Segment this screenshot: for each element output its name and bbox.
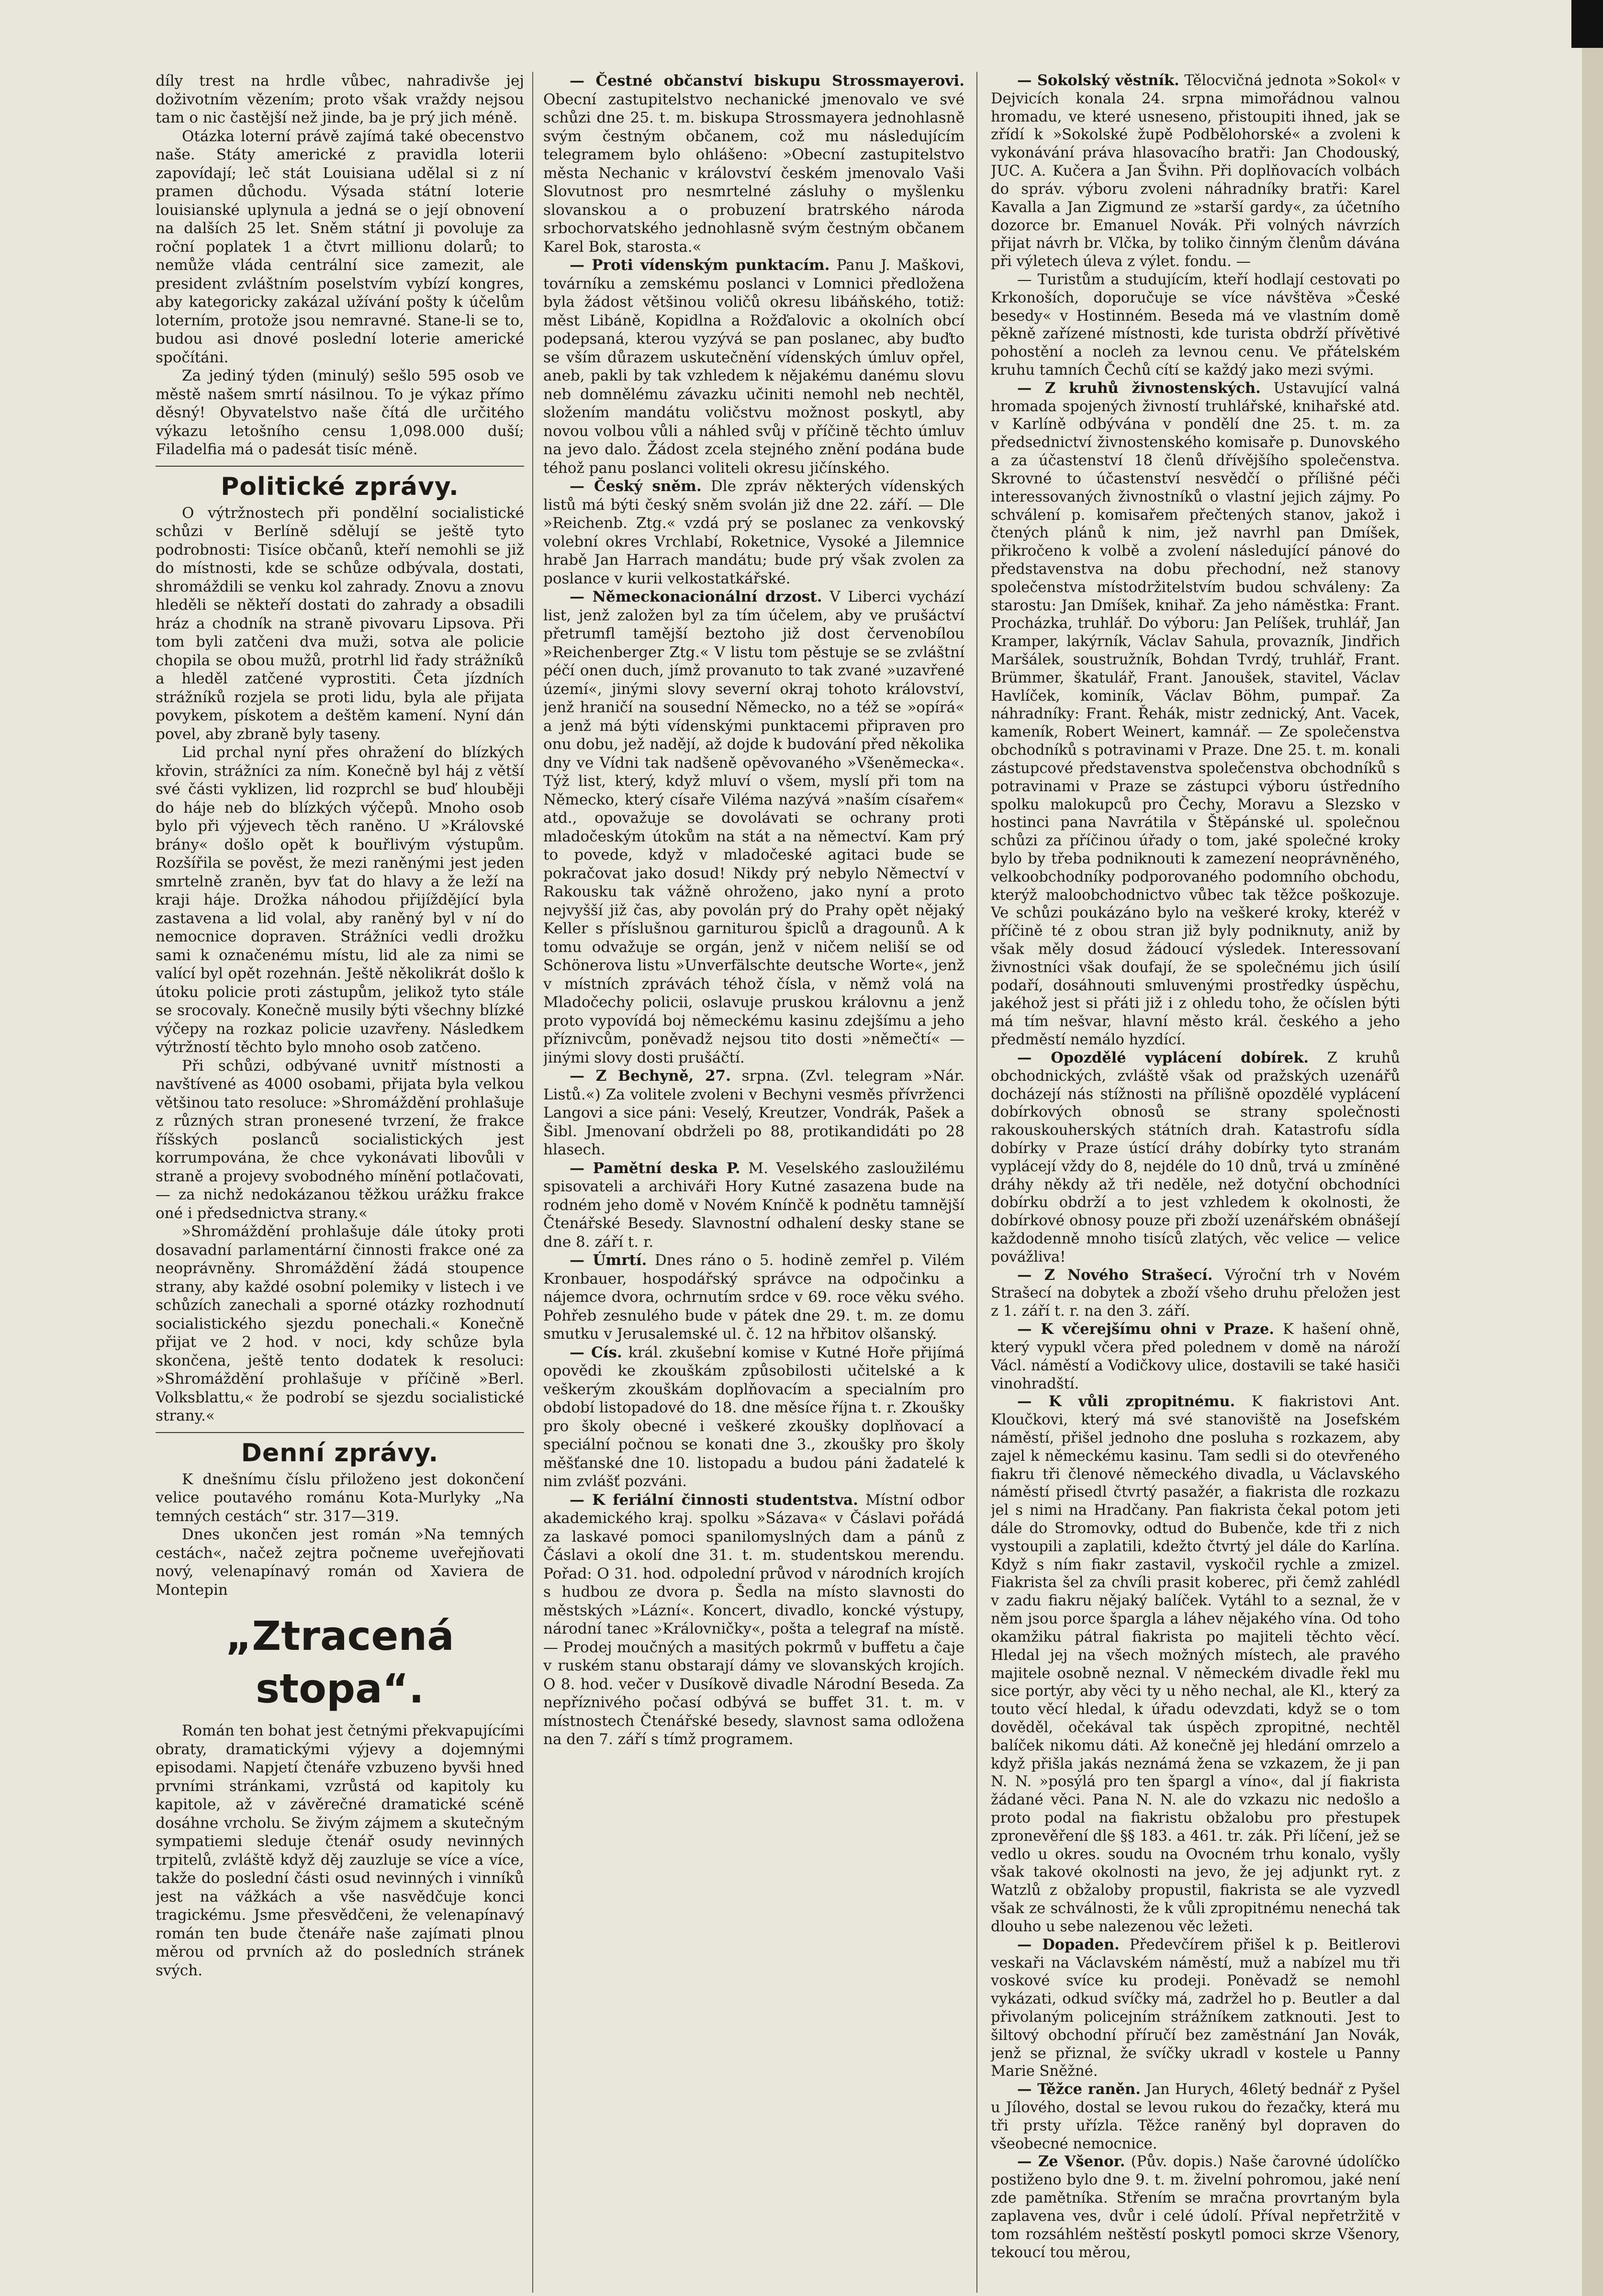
- article-berlin-4: »Shromáždění prohlašuje dále útoky proti dosavadní parlamentární činnosti frakce oné za neoprávněny. Shromáždění žádá stoupence strany, aby každé osobní polemiky v listech i ve schůzích zanechali a sporné otázky rozhodnutí socialistického sjezdu ponechali.« Konečně přijat ve 2 hod. v noci, kdy schůze byla skončena, ještě tento dodatek k resoluci: »Shromáždění prohlašuje v příčině »Berl. Volksblattu,« že podrobí se sjezdu socialistické strany.«: [156, 1223, 524, 1424]
- notice-supplement: K dnešnímu číslu přiloženo jest dokončení velice poutavého románu Kota-Murlyky „Na temných cestách“ str. 317—319.: [156, 1470, 524, 1525]
- article-deska: — Pamětní deska P. M. Veselského zasloužilému spisovateli a archiváři Hory Kutné zasazena bude na rodném jeho domě v Novém Knínčě k podnětu tamnější Čtenářské Besedy. Slavnostní odhalení desky stane se dne 8. září t. r.: [543, 1159, 964, 1251]
- novel-title: „Ztracená stopa“.: [225, 1613, 454, 1712]
- article-snem: — Český sněm. Dle zpráv některých vídenských listů má býti český sněm svolán již dne 22. září. — Dle »Reichenb. Ztg.« vzdá prý se poslanec za venkovský volební okres Vrchlabí, Roketnice, Vysoké a Jilemnice hrabě Jan Harrach mandátu; bude prý však zvolen za poslance v kurii velkostatkářské.: [543, 478, 964, 587]
- article-komise: — Cís. král. zkušební komise v Kutné Hoře přijímá opovědi ke zkouškám způsobilosti učitelské a k veškerým zkouškám doplňovacím a specialním pro období listopadové do 18. dne měsíce října t. r. Zkoušky pro školy obecné i veškeré zkoušky doplňovací a speciální počnou se konati dne 3., zkoušky pro školy měšťanské dne 10. listopadu a budou páni žadatelé k nim zvlášť pozváni.: [543, 1344, 964, 1490]
- article-drzost: — Německonacionální drzost. V Liberci vychází list, jenž založen byl za tím účelem, aby ve prušáctví přetrumfl tamější beztoho již dost červenobílou »Reichenberger Ztg.« V listu tom pěstuje se se zvláštní péčí onen duch, jímž provanuto to tak zvané »uzavřené území«, jinými slovy severní okraj tohoto království, jenž hraničí na sousední Německo, no a též se »opírá« a jenž má býti vídenskými punktacemi připraven pro onu dobu, jež nadějí, až dojde k budování před několika dny ve Vídni tak nadšeně opěvovaného »Všeněmecka«. Týž list, který, když mluví o všem, myslí při tom na Německo, který císaře Viléma nazývá »naším císařem« atd., opovažuje se dovolávati se ochrany proti mladočeským útokům na stát a na němectví. Kam prý to povede, když v mladočeské agitaci bude se pokračovat jako dosud! Nikdy prý nebylo Němectví v Rakousku tak vážně ohroženo, jako nyní a proto nejvyšší již čas, aby povolán prý do Prahy opět nějaký Keller s příslušnou garniturou špiclů a dragounů. A k tomu odvažuje se orgán, jenž v ničem neliší se od Schönerova listu »Unverfälschte deutsche Worte«, jenž v místních zprávách téhož čísla, v němž volá na Mladočechy policii, oslavuje pruskou královnu a jenž proto vypovídá boj německému kasinu zdejšímu a jeho příznivcům, poněvadž nejsou tito dosti »němečtí« — jinými slovy dosti prušáčtí.: [543, 588, 964, 1066]
- article-turiste: — Turistům a studujícím, kteří hodlají cestovati po Krkonoších, doporučuje se více návštěva »České besedy« v Hostinném. Beseda má ve vlastním domě pěkně zařízené místnosti, kde turista obdrží přívětivé pohostění a nocleh za levnou cenu. Ve přátelském kruhu tamních Čechů cítí se každý jako mezi svými.: [991, 271, 1400, 379]
- article-deaths: Za jediný týden (minulý) sešlo 595 osob ve městě našem smrtí násilnou. To je výkaz přímo děsný! Obyvatelstvo naše čítá dle určitého výkazu letošního censu 1,098.000 duší; Filadelfia má o padesát tisíc méně.: [156, 367, 524, 458]
- article-sokol: — Sokolský věstník. Tělocvičná jednota »Sokol« v Dejvicích konala 24. srpna mimořádnou valnou hromadu, ve které usneseno, přistoupiti ihned, jak se zřídí k »Sokolské župě Podbělohorské« a zvoleni k vykonávání práva hlasovacího bratři: Jan Chodouský, JUC. A. Kučera a Jan Švihn. Při doplňovacích volbách do správ. výboru zvoleni náhradníky bratři: Karel Kavalla a Jan Zigmund ze »starší gardy«, za účetního dozorce br. Emanuel Novák. Při volných návrzích přijat návrh br. Vlčka, by toliko činným členům dávána při výletech úleva z výlet. fondu. —: [991, 72, 1400, 270]
- article-berlin-3: Při schůzi, odbývané uvnitř místnosti a navštívené as 4000 osobami, přijata byla velkou většinou tato resoluce: »Shromáždění prohlašuje z různých stran pronesené tvrzení, že frakce říšských poslanců socialistických jest korrumpována, že chce vykonávati libovůli v straně a projevy svobodného mínění potlačovati, — za nichž nedokázanou těžkou urážku frakce oné i předsednictva strany.«: [156, 1057, 524, 1222]
- column-rule: [532, 72, 533, 2293]
- section-divider: [156, 466, 524, 467]
- column-2: [543, 72, 964, 2283]
- column-rule: [976, 72, 977, 2293]
- article-umrti: — Úmrtí. Dnes ráno o 5. hodině zemřel p. Vilém Kronbauer, hospodářský správce na odpočinku a nájemce dvora, ochrnutím srdce v 69. roce věku svého. Pohřeb zesnulého bude v pátek dne 29. t. m. ze domu smutku v Jerusalemské ul. č. 12 na hřbitov olšanský.: [543, 1252, 964, 1343]
- section-heading-daily: Denní zprávy.: [241, 1438, 439, 1467]
- article-dobirky: — Opozdělé vyplácení dobírek. Z kruhů obchodnických, zvláště však od pražských uzenářů docházejí nás stížnosti na přílišně opozdělé vyplácení dobírkových obnosů se strany společnosti rakouskouherských státních drah. Katastrofu sídla dobírky v Praze ústící dráhy dobírky tyto stranám vyplácejí vždy do 8, nejdéle do 10 dnů, trvá u zmíněné dráhy někdy až tři neděle, než dotyční obchodníci dobírku obdrží a to jest vzhledem k okolnosti, že dobírkové obnosy pouze při zboží uzenářském obnášejí každodenně mnoho tisíců zlatých, věc velice — velice povážliva!: [991, 1049, 1400, 1266]
- article-punktace: — Proti vídenským punktacím. Panu J. Maškovi, továrníku a zemskému poslanci v Lomnici předložena byla žádost většinou voličů okresu libáňského, totiž: měst Libáně, Kopidlna a Rožďalovic a okolních obcí podepsaná, kterou vyzývá se pan poslanec, aby buďto se vším důrazem uskutečnění vídenských úmluv opřel, aneb, pakli by tak vzhledem k nějakému danému slovu neb domnělému závazku učiniti nemohl neb nechtěl, složením mandátu voličstvu možnost poskytl, aby novou volbou vůli a náhled svůj v příčině těchto úmluv na jevo dalo. Žádost zcela stejného znění podána bude téhož panu poslanci voliteli okresu jičínského.: [543, 257, 964, 477]
- article-ohen: — K včerejšímu ohni v Praze. K hašení ohně, který vypukl včera před polednem v domě na nároží Václ. náměstí a Vodičkovy ulice, dostavili se také hasiči vinohradští.: [991, 1321, 1400, 1392]
- article-ranen: — Těžce raněn. Jan Hurych, 46letý bednář z Pyšel u Jílového, dostal se levou rukou do řezačky, která mu tři prsty uřízla. Těžce raněný byl dopraven do všeobecné nemocnice.: [991, 2081, 1400, 2152]
- article-ferialni: — K feriální činnosti studentstva. Místní odbor akademického kraj. spolku »Sázava« v Čáslavi pořádá za laskavé pomoci spanilomyslných dam a pánů z Čáslavi a okolí dne 31. t. m. studentskou merendu. Pořad: O 31. hod. odpolední průvod v národních krojích s hudbou ze dvora p. Šedla na místo slavnosti do městských »Lázní«. Koncert, divadlo, koncké výstupy, národní tanec »Královničky«, pošta a telegraf na místě. — Prodej moučných a masitých pokrmů v buffetu a čaje v ruském stanu obstarají dámy ve slovanských krojích. O 8. hod. večer v Dusíkově divadle Národní Beseda. Za nepříznivého počasí odbývá se buffet 31. t. m. v místnostech Čtenářské besedy, slavnost sama odložena na den 7. září s tímž programem.: [543, 1491, 964, 1748]
- article-zpropitne: — K vůli zpropitnému. K fiakristovi Ant. Kloučkovi, který má své stanoviště na Josefském náměstí, přišel jednoho dne posluha s rozkazem, aby zajel k německému kasinu. Tam sedli si do otevřeného fiakru tři členové německého divadla, u Václavského náměstí přisedl čtvrtý pasažér, a fiakrista dle rozkazu jel s nimi na Hradčany. Pan fiakrista čekal potom jeti dále do Stromovky, odtud do Bubenče, kde tři z nich vystoupili a zaplatili, kdežto čtvrtý jel dále do Karlína. Když s ním fiakr zastavil, vyskočil rychle a zmizel. Fiakrista šel za chvíli prasit koberec, při čemž zahlédl v zadu fiakru nějaký balíček. Vytáhl to a seznal, že v něm jsou porce špargla a láhev nějakého vína. Od toho okamžiku pátral fiakrista po majiteli těchto věcí. Hledal jej na všech možných místech, ale pravého majitele osobně neznal. V německém divadle řekl mu sice portýr, aby věci ty u něho nechal, ale Kl., který za touto věcí hledal, k úřadu odevzdati, když se o tom dověděl, očekával tak úspěch zpropitné, nechtěl balíček nikomu dáti. Až konečně jej hledání omrzelo a když přišla jakás neznámá žena se vzkazem, že ji pan N. N. »posýlá pro ten špargl a víno«, dal jí fiakrista žádané věci. Pana N. N. ale do vzkazu nic nedošlo a proto podal na fiakristu obžalobu pro přestupek zpronevěření dle §§ 183. a 461. tr. zák. Při líčení, jež se vedlo u okres. soudu na Ovocném trhu konalo, vyšly však takové okolnosti na jevo, že jej adjunkt ryt. z Watzlů z obžaloby propustil, fiakrista se ale vyzvedl však ze schválnosti, že k vůli zpropitnému nenechá tak dlouho u sebe nalezenou věc ležeti.: [991, 1393, 1400, 1935]
- article-text: díly trest na hrdle vůbec, nahradivše jej doživotním vězením; proto však vraždy nejsou tam o nic častější než jinde, ba je prý jich méně.: [156, 72, 524, 126]
- article-bechyne: — Z Bechyně, 27. srpna. (Zvl. telegram »Nár. Listů.«) Za volitele zvoleni v Bechyni vesměs přívrženci Langovi a sice páni: Veselý, Kreutzer, Vondrák, Pašek a Šibl. Jmenovaní obdrželi po 88, protikandidáti po 28 hlasech.: [543, 1067, 964, 1158]
- section-divider: [156, 1432, 524, 1433]
- notice-new-novel: Dnes ukončen jest román »Na temných cestách«, načež zejtra počneme uveřejňovati nový, velenapínavý román od Xaviera de Montepin: [156, 1526, 524, 1599]
- article-strossmayer: — Čestné občanství biskupu Strossmayerovi. Obecní zastupitelstvo nechanické jmenovalo ve své schůzi dne 25. t. m. biskupa Strossmayera jednohlasně svým čestným občanem, což mu následujícím telegramem bylo ohlášeno: »Obecní zastupitelstvo města Nechanic v království českém jmenovalo Vaši Slovutnost pro nesmrtelné zásluhy o myšlenku slovanskou a o probuzení bratrského národa srbochorvatského jednohlasně svým čestným občanem Karel Bok, starosta.«: [543, 72, 964, 256]
- article-strasec: — Z Nového Strašecí. Výroční trh v Novém Strašecí na dobytek a zboží všeho druhu přeložen jest z 1. září t. r. na den 3. září.: [991, 1266, 1400, 1320]
- article-zivnosti: — Z kruhů živnostenských. Ustavující valná hromada spojených živností truhlářské, knihařské atd. v Karlíně odbývána v pondělí dne 25. t. m. za předsednictví živnostenského komisaře p. Dunovského a za účastenství 18 členů dřívějšího společenstva. Skrovné to účastenství nesvědčí o přílišné péči interessovaných živnostníků o vlastní jejich zájmy. Po schválení p. komisařem přečtených stanov, jakož i čtených plánů k nim, jež navrhl pan Dmíšek, přikročeno k volbě a zvolení následující pánové do představenstva na dobu přechodní, než stanovy společenstva místodržitelstvím budou schváleny: Za starostu: Jan Dmíšek, knihař. Za jeho náměstka: Frant. Procházka, truhlář. Do výboru: Jan Pelíšek, truhlář, Jan Kramper, lakýrník, Václav Sahula, provazník, Jindřich Maršálek, soustružník, Bohdan Tvrdý, truhlář, Frant. Brümmer, škatulář, Frant. Janoušek, stavitel, Václav Havlíček, kominík, Václav Böhm, pumpař. Za náhradníky: Frant. Řehák, mistr zednický, Ant. Vacek, kameník, Robert Weinert, kamnář. — Ze společenstva obchodníků s potravinami v Praze. Dne 25. t. m. konali zástupcové představenstva společenstva obchodníků s potravinami v Praze se zástupci výboru ústředního spolku malokupců pro Čechy, Moravu a Slezsko v hostinci pana Navrátila v Štěpánské ul. společnou schůzi za příčinou úřady o tom, jaké společné kroky bylo by třeba podniknouti k zamezení neoprávněného, velkoobchodníky podporovaného podomního obchodu, kterýž maloobchodnictvo vůbec tak těžce poškozuje. Ve schůzi poukázáno bylo na veškeré kroky, kteréž v příčině té z obou stran již byly podniknuty, aniž by však měly dosud žádoucí výsledek. Interessovaní živnostníci však doufají, že se společnému jich úsilí podaří, dosáhnouti smluvenými prostředky úspěchu, jakéhož jest si přáti již i z ohledu toho, že očíslen býti má tím nešvar, hlavní město král. českého a jeho předměstí nemálo hyzdící.: [991, 379, 1400, 1049]
- article-dopaden: — Dopaden. Předevčírem přišel k p. Beitlerovi veskaři na Václavském náměstí, muž a nabízel mu tři voskové svíce ku prodeji. Poněvadž se nemohl vykázati, odkud svíčky má, zadržel ho p. Beutler a dal přivolaným policejním strážníkem zatknouti. Jest to šiltový obchodní příručí bez zaměstnání Jan Novák, jenž se přiznal, že svíčky ukradl v kostele u Panny Marie Sněžné.: [991, 1936, 1400, 2080]
- corner-mark: [1571, 0, 1603, 48]
- article-berlin-2: Lid prchal nyní přes ohražení do blízkých křovin, strážníci za ním. Konečně byl háj z větší své části vyklizen, lid rozprchl se buď hlouběji do háje neb do blízkých výčepů. Mnoho osob bylo při výjevech těch raněno. U »Královské brány« došlo opět k bouřlivým výstupům. Rozšířila se pověst, že mezi raněnými jest jeden smrtelně zraněn, byv ťat do hlavy a že leží na kraji háje. Drožka náhodou přijíždějící byla zastavena a lid volal, aby raněný byl v ní do nemocnice dopraven. Strážníci vedli drožku sami k označenému místu, lid ale za nimi se valící byl opět rozehnán. Ještě několikrát došlo k útoku policie proti zástupům, jelikož tyto stále se srocovaly. Konečně musily býti všechny blízké výčepy na rozkaz policie uzavřeny. Následkem výtržností těchto bylo mnoho osob zatčeno.: [156, 744, 524, 1056]
- article-vsenory: — Ze Všenor. (Pův. dopis.) Naše čarovné údolíčko postiženo bylo dne 9. t. m. živelní pohromou, jaké není zde pamětníka. Střením se mračna provrtaným byla zaplavena ves, dvůr i celé údolí. Příval nepřetržitě v tom rozsáhlém neštěstí poskytl pomoci skrze Všenory, tekoucí tou měrou,: [991, 2153, 1400, 2261]
- novel-description: Román ten bohat jest četnými překvapujícími obraty, dramatickými výjevy a dojemnými episodami. Napjetí čtenáře vzbuzeno byvši hned prvními stránkami, vzrůstá od kapitoly ku kapitole, až v závěrečné dramatické scéně dosáhne vrcholu. Se živým zájmem a skutečným sympatiemi sleduje čtenář osudy nevinných trpitelů, zvláště když děj zauzluje se více a více, takže do poslední části osud nevinných i vinníků jest na vážkách a vše nasvědčuje konci tragickému. Jsme přesvědčeni, že velenapínavý román ten bude čtenáře naše zajímati plnou měrou od prvních až do posledních stránek svých.: [156, 1722, 524, 1979]
- column-3: [991, 72, 1400, 2283]
- section-heading-politics: Politické zprávy.: [221, 472, 459, 501]
- article-lottery: Otázka loterní právě zajímá také obecenstvo naše. Státy americké z pravidla loterii zapovídají; leč stát Louisiana udělal si z ní pramen důchodu. Výsada státní loterie louisianské uplynula a jedná se o její obnovení na dalších 25 let. Sněm státní ji povoluje za roční poplatek 1 a čtvrt millionu dolarů; to nemůže vláda centrální sice zamezit, ale president zvláštním poselstvím vybízí kongres, aby kategoricky zakázal užívání pošty k účelům loterním, protože jsou nemravné. Stane-li se to, budou asi dnové poslední loterie americké spočítáni.: [156, 127, 524, 366]
- article-berlin: O výtržnostech při pondělní socialistické schůzi v Berlíně sdělují se ještě tyto podrobnosti: Tisíce občanů, kteří nemohli se již do místnosti, kde se schůze odbývala, dostati, shromáždili se venku kol zahrady. Znovu a znovu hleděli se někteří dostati do zahrady a obsadili hráz a chodník na straně pivovaru Lipsova. Při tom byli zatčeni dva muži, sotva ale policie chopila se obou mužů, protrhl lid řady strážníků a hleděl zatčené vyprostiti. Četa jízdních strážníků rozjela se proti lidu, byla ale přijata povykem, pískotem a deštěm kamení. Nyní dán povel, aby zbraně byly taseny.: [156, 504, 524, 743]
- column-1: [156, 72, 524, 2283]
- page-edge: [1582, 0, 1603, 2296]
